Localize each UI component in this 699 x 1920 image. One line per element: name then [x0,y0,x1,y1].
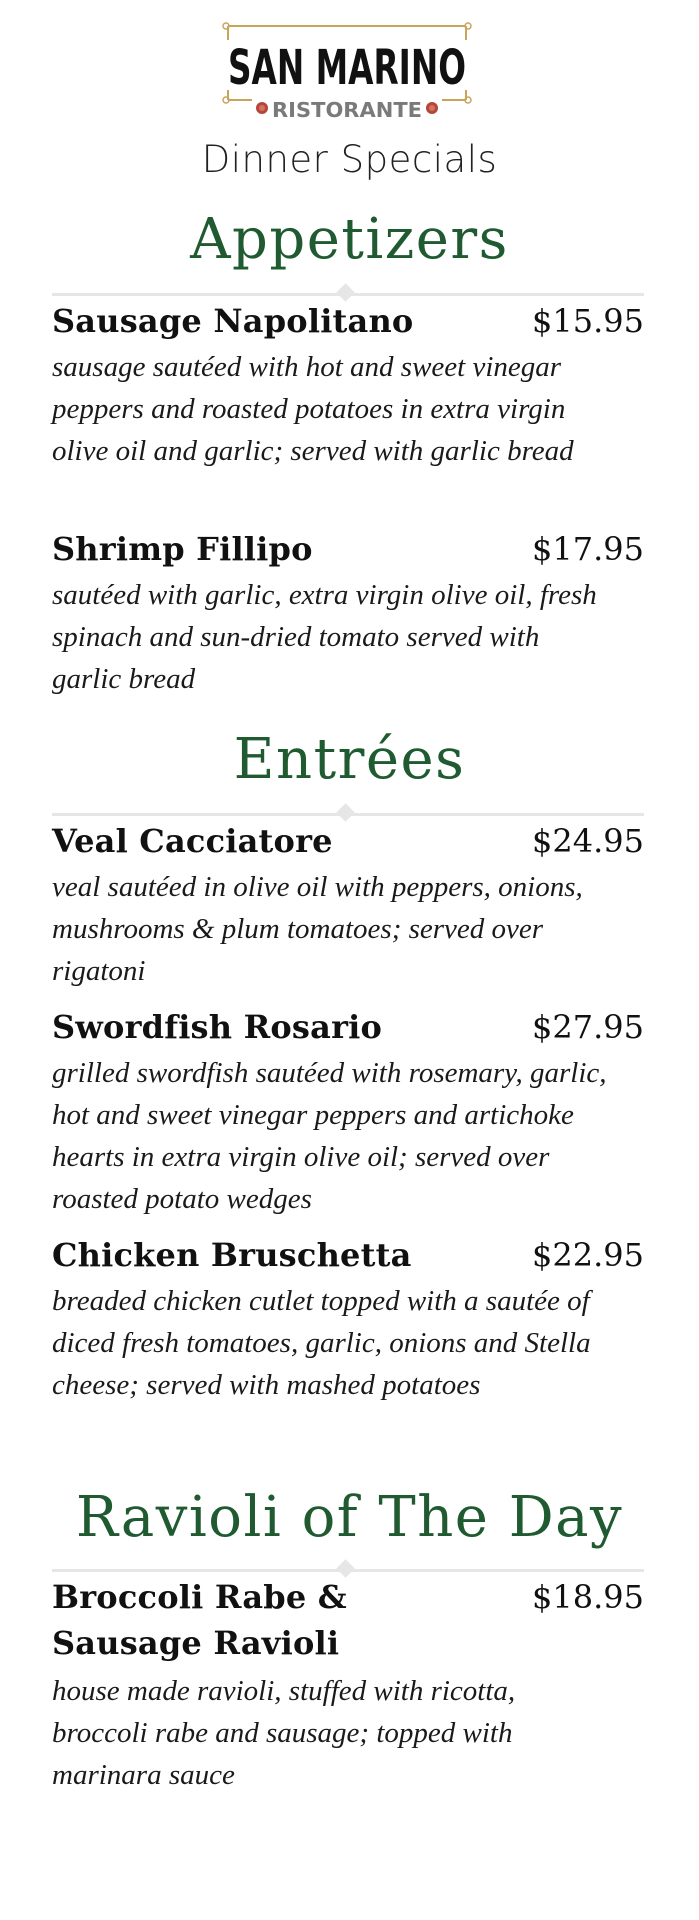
item-price: $17.95 [532,530,644,568]
item-description: sausage sautéed with hot and sweet vinegar peppers and roasted potatoes in extra virgin olive oil and garlic; served with garlic bread [52,351,574,467]
item-price: $18.95 [532,1578,644,1616]
item-description: sautéed with garlic, extra virgin olive oil, fresh spinach and sun-dried tomato served with garlic bread [52,579,597,695]
item-price: $22.95 [532,1236,644,1274]
item-description: grilled swordfish sautéed with rosemary, garlic, hot and sweet vinegar peppers and artichoke hearts in extra virgin olive oil; served over roasted potato wedges [52,1057,607,1215]
item-price: $27.95 [532,1008,644,1046]
logo-graphic [222,20,472,120]
rose-icon-left [256,102,268,114]
section-title-ravioli: Ravioli of The Day [75,1485,624,1550]
item-name: Broccoli Rabe & Sausage Ravioli [52,1578,347,1662]
section-title-appetizers: Appetizers [190,207,509,272]
menu-subtitle: Dinner Specials [201,138,498,181]
item-name: Swordfish Rosario [52,1008,383,1046]
item-name: Sausage Napolitano [52,302,414,340]
logo-name: SAN MARINO [228,40,466,96]
restaurant-logo [222,20,472,120]
item-name: Chicken Bruschetta [52,1236,412,1274]
item-description: breaded chicken cutlet topped with a sautée of diced fresh tomatoes, garlic, onions and Stella cheese; served with mashed potatoes [52,1285,591,1401]
section-title-entrees: Entrées [233,727,466,792]
rose-icon-right [426,102,438,114]
item-name: Shrimp Fillipo [52,530,313,568]
item-price: $24.95 [532,822,644,860]
logo-tagline: RISTORANTE [272,98,422,122]
item-price: $15.95 [532,302,644,340]
item-description: veal sautéed in olive oil with peppers, onions, mushrooms & plum tomatoes; served over rigatoni [52,871,583,987]
item-name: Veal Cacciatore [52,822,333,860]
item-description: house made ravioli, stuffed with ricotta, broccoli rabe and sausage; topped with marinara sauce [52,1675,516,1791]
